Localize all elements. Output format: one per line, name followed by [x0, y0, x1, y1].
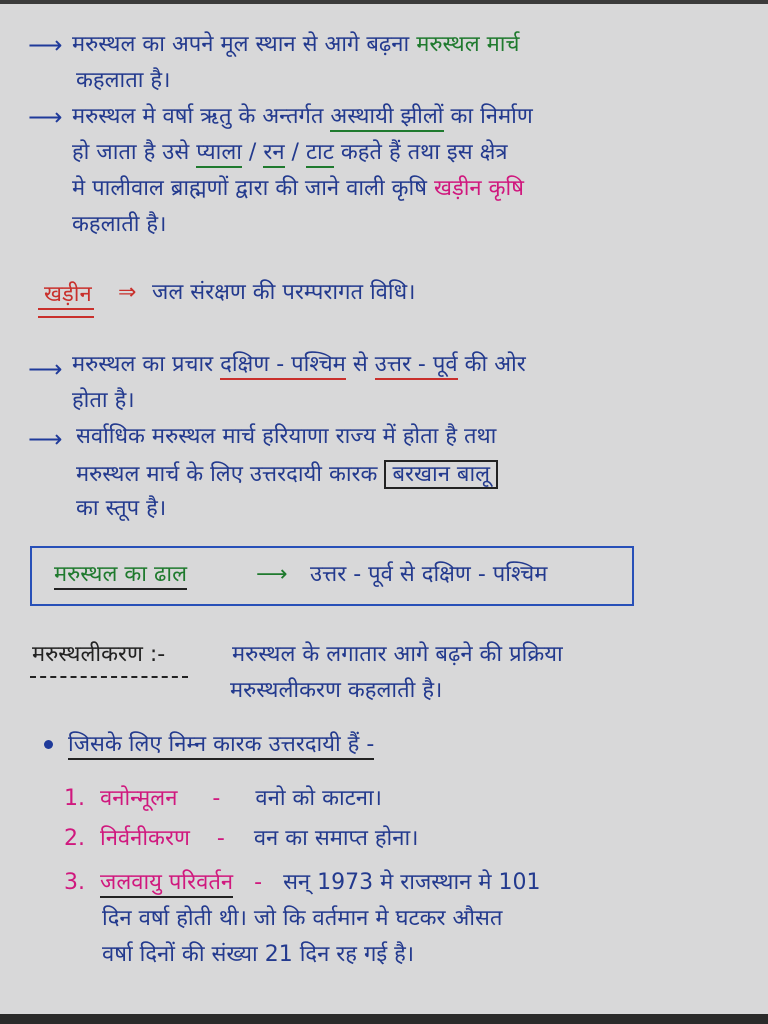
factor-name: जलवायु परिवर्तन [100, 870, 233, 898]
slope-label-wrap [54, 560, 187, 590]
note-line [72, 102, 533, 132]
top-edge [0, 0, 768, 4]
term-ran: रन [263, 140, 284, 168]
note-text: की ओर [457, 352, 526, 377]
term-taat: टाट [306, 140, 334, 168]
factor-item [64, 784, 382, 814]
factor-name: वनोन्मूलन [100, 786, 178, 811]
factor-item [64, 868, 541, 898]
factor-number: 3. [64, 870, 85, 895]
arrow-bullet-icon: ⟶ [28, 31, 63, 59]
note-line: का स्तूप है। [76, 496, 167, 521]
note-text: मरुस्थल मे वर्षा ऋतु के अन्तर्गत [72, 104, 331, 129]
slope-label: मरुस्थल का ढाल [54, 562, 187, 590]
factor-description-cont: वर्षा दिनों की संख्या 21 दिन रह गई है। [102, 942, 415, 967]
note-line [72, 350, 526, 380]
factors-intro-wrap [68, 730, 374, 760]
separator: / [284, 140, 306, 165]
factor-dash: - [212, 786, 221, 811]
factor-name: निर्वनीकरण [100, 826, 190, 851]
note-text: मे पालीवाल ब्राह्मणों द्वारा की जाने वाली कृषि [72, 176, 434, 201]
slope-value: उत्तर - पूर्व से दक्षिण - पश्चिम [310, 562, 548, 587]
note-line [76, 460, 498, 490]
factor-description: वन का समाप्त होना। [253, 826, 419, 851]
note-line [72, 138, 508, 168]
note-text: मरुस्थल का प्रचार [72, 352, 221, 377]
note-text: हो जाता है उसे [72, 140, 197, 165]
note-line: सर्वाधिक मरुस्थल मार्च हरियाणा राज्य में होता है तथा [76, 424, 497, 449]
desertification-definition: मरुस्थलीकरण कहलाती है। [230, 678, 443, 703]
double-underline [38, 308, 94, 318]
term-pyala: प्याला [196, 140, 242, 168]
factors-intro: जिसके लिए निम्न कारक उत्तरदायी हैं - [68, 732, 374, 760]
factor-description: सन् 1973 मे राजस्थान मे 101 [283, 870, 541, 895]
bottom-edge [0, 1014, 768, 1024]
term-barkhan-sand: बरखान बालू [384, 460, 498, 489]
note-line [72, 174, 524, 204]
implies-icon: ⇒ [118, 280, 137, 305]
note-text: मरुस्थल का अपने मूल स्थान से आगे बढ़ना [72, 32, 417, 57]
desertification-definition: मरुस्थल के लगातार आगे बढ़ने की प्रक्रिया [232, 642, 563, 667]
note-text: का निर्माण [443, 104, 533, 129]
note-line: कहलाता है। [76, 68, 171, 93]
arrow-bullet-icon: ⟶ [28, 103, 63, 131]
khadin-term: खड़ीन [44, 282, 92, 307]
khadin-definition: जल संरक्षण की परम्परागत विधि। [152, 280, 416, 305]
factor-description-cont: दिन वर्षा होती थी। जो कि वर्तमान मे घटकर औसत [102, 906, 503, 931]
direction-northeast: उत्तर - पूर्व [375, 352, 458, 380]
factor-dash: - [216, 826, 225, 851]
note-text: मरुस्थल मार्च के लिए उत्तरदायी कारक [76, 462, 385, 487]
term-temporary-lakes: अस्थायी झीलों [330, 104, 443, 132]
direction-southwest: दक्षिण - पश्चिम [220, 352, 346, 380]
separator: / [241, 140, 264, 165]
term-desert-march: मरुस्थल मार्च [416, 32, 520, 57]
dashed-underline [30, 676, 188, 678]
arrow-bullet-icon: ⟶ [28, 355, 63, 383]
factor-number: 2. [64, 826, 85, 851]
bullet-icon [44, 740, 53, 749]
desertification-term: मरुस्थलीकरण :- [32, 642, 166, 667]
factor-item [64, 824, 419, 854]
factor-dash: - [254, 870, 263, 895]
note-line: कहलाती है। [72, 212, 167, 237]
khadin-heading [44, 278, 92, 308]
note-text: से [345, 352, 375, 377]
note-line: होता है। [72, 388, 135, 413]
factor-number: 1. [64, 786, 85, 811]
term-khadin-farming: खड़ीन कृषि [433, 176, 524, 201]
note-line [72, 30, 519, 60]
factor-description: वनो को काटना। [255, 786, 383, 811]
arrow-right-icon: ⟶ [256, 562, 288, 587]
note-text: कहते हैं तथा इस क्षेत्र [333, 140, 508, 165]
arrow-bullet-icon: ⟶ [28, 425, 63, 453]
